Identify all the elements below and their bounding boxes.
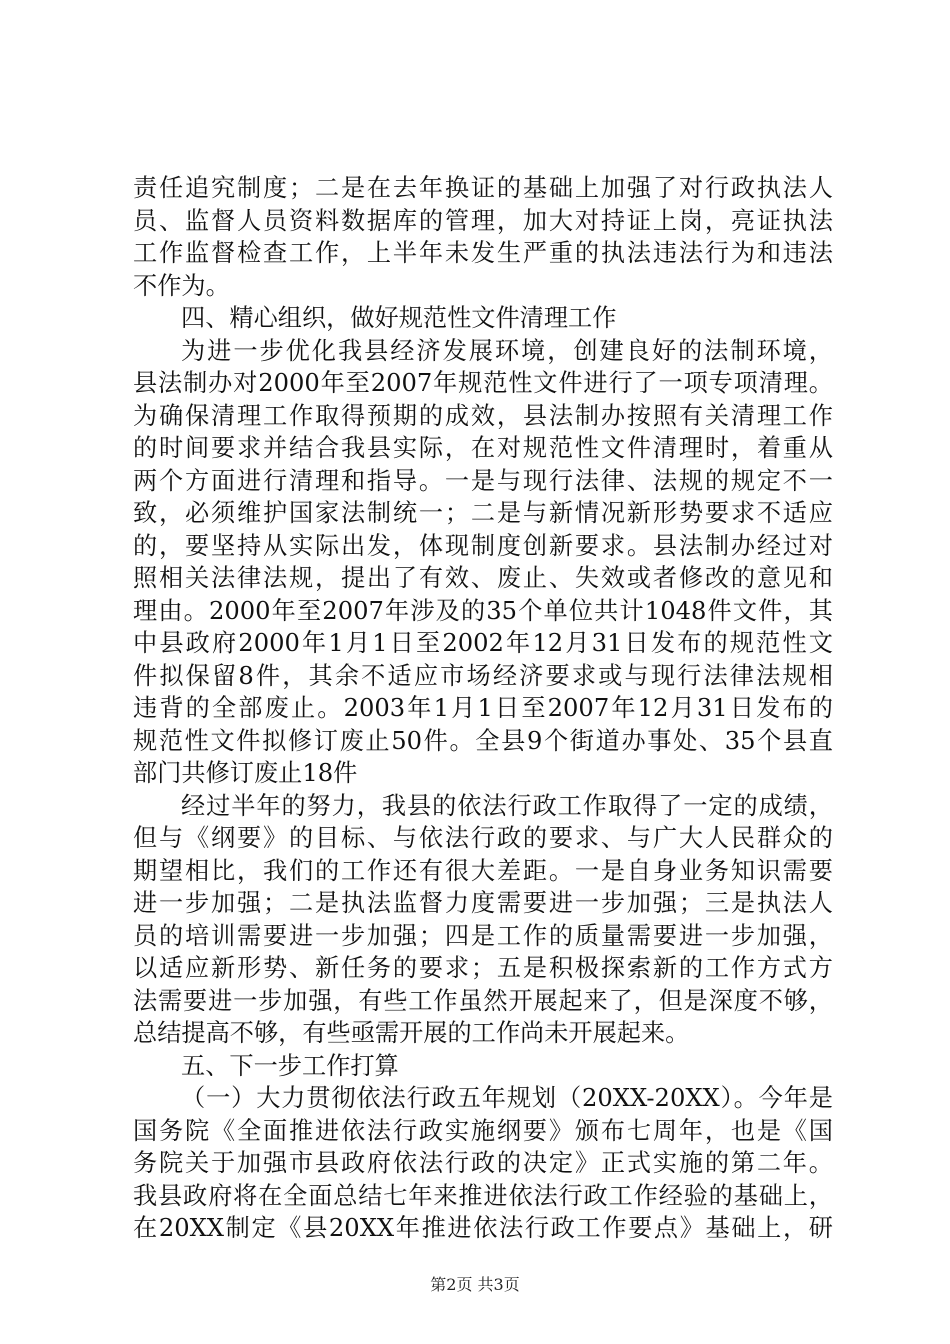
text-line: 在20XX制定《县20XX年推进依法行政工作要点》基础上，研 [133, 1214, 833, 1242]
text-line: 部门共修订废止18件 [133, 759, 358, 787]
text-line: 的，要坚持从实际出发，体现制度创新要求。县法制办经过对 [133, 531, 833, 560]
text-line: 我县政府将在全面总结七年来推进依法行政工作经验的基础上， [133, 1181, 833, 1210]
text-line: 县法制办对2000年至2007年规范性文件进行了一项专项清理。 [133, 369, 833, 397]
text-line: 经过半年的努力，我县的依法行政工作取得了一定的成绩， [181, 791, 833, 820]
text-line: 工作监督检查工作，上半年未发生严重的执法违法行为和违法 [133, 239, 833, 267]
text-line: 规范性文件拟修订废止50件。全县9个街道办事处、35个县直 [133, 726, 833, 755]
text-line: 期望相比，我们的工作还有很大差距。一是自身业务知识需要 [133, 856, 833, 885]
text-line: 的时间要求并结合我县实际，在对规范性文件清理时，着重从 [133, 434, 833, 462]
text-line: 中县政府2000年1月1日至2002年12月31日发布的规范性文 [133, 629, 833, 657]
text-line: 但与《纲要》的目标、与依法行政的要求、与广大人民群众的 [133, 824, 833, 852]
page-footer: 第2页 共3页 [430, 1275, 520, 1294]
text-line: 员的培训需要进一步加强；四是工作的质量需要进一步加强， [133, 921, 833, 950]
text-line: 照相关法律法规，提出了有效、废止、失效或者修改的意见和 [133, 564, 833, 592]
document-body [133, 172, 833, 1245]
text-line: 不作为。 [133, 271, 230, 300]
text-line: 理由。2000年至2007年涉及的35个单位共计1048件文件，其 [133, 596, 833, 625]
text-line: 员、监督人员资料数据库的管理，加大对持证上岗，亮证执法 [133, 206, 833, 235]
text-line: 为进一步优化我县经济发展环境，创建良好的法制环境， [181, 336, 833, 365]
text-line: 为确保清理工作取得预期的成效，县法制办按照有关清理工作 [133, 401, 833, 430]
text-line: 五、下一步工作打算 [181, 1051, 399, 1080]
text-line: 进一步加强；二是执法监督力度需要进一步加强；三是执法人 [133, 889, 833, 917]
text-line: 责任追究制度；二是在去年换证的基础上加强了对行政执法人 [133, 174, 833, 202]
text-line: 务院关于加强市县政府依法行政的决定》正式实施的第二年。 [133, 1149, 833, 1177]
text-line: 致，必须维护国家法制统一；二是与新情况新形势要求不适应 [133, 499, 833, 527]
text-line: 国务院《全面推进依法行政实施纲要》颁布七周年，也是《国 [133, 1116, 833, 1145]
text-line: 总结提高不够，有些亟需开展的工作尚未开展起来。 [133, 1019, 690, 1047]
text-line: 以适应新形势、新任务的要求；五是积极探索新的工作方式方 [133, 954, 833, 982]
text-line: 两个方面进行清理和指导。一是与现行法律、法规的规定不一 [133, 466, 833, 495]
text-line: （一）大力贯彻依法行政五年规划（20XX-20XX）。今年是 [181, 1084, 833, 1112]
text-line: 件拟保留8件，其余不适应市场经济要求或与现行法律法规相 [133, 661, 833, 690]
text-line: 违背的全部废止。2003年1月1日至2007年12月31日发布的 [133, 694, 833, 722]
text-line: 法需要进一步加强，有些工作虽然开展起来了，但是深度不够， [133, 986, 833, 1015]
text-line: 四、精心组织，做好规范性文件清理工作 [181, 304, 617, 332]
